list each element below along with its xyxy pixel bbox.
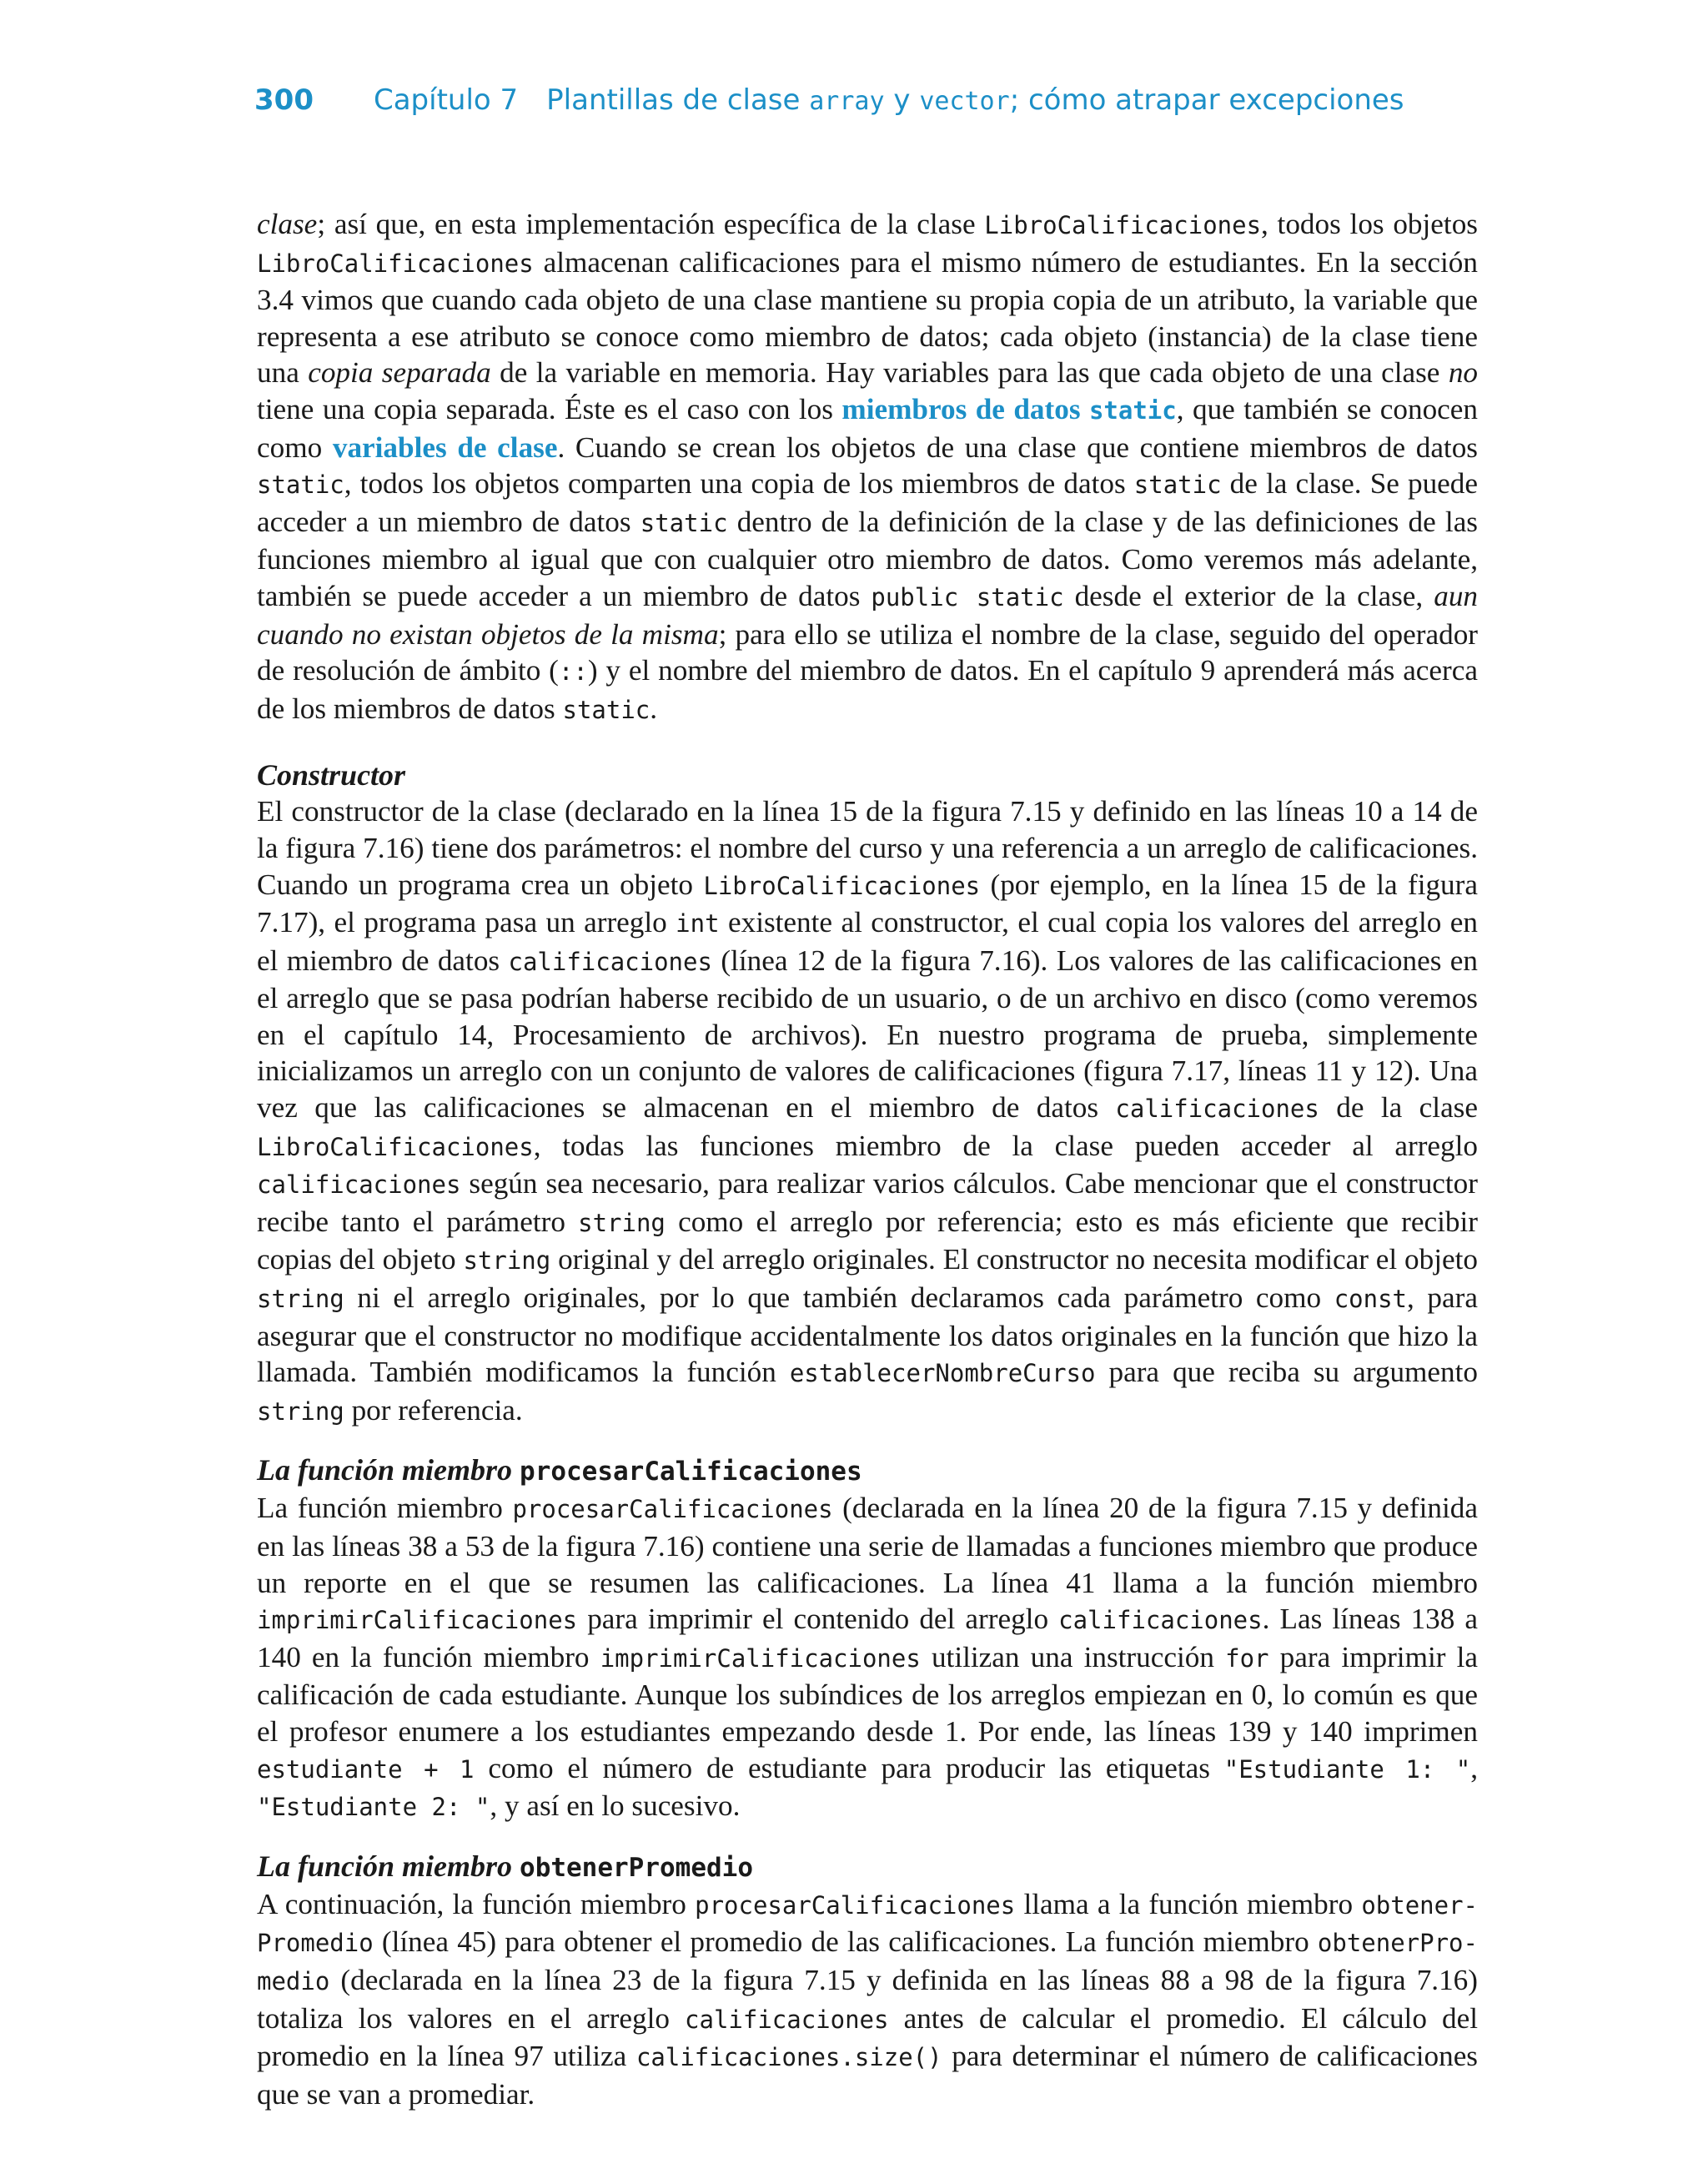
paragraph-obtener-promedio: A continuación, la función miembro procesarCalificaciones llama a la función miembro obtenerPromedio (línea 45) para obtener el promedio de las calificaciones. La función miembro obtenerPromedio (declarada en la línea 23 de la figura 7.15 y definida en las líneas 88 a 98 de la figura 7.16) totaliza los valores en el arreglo calificaciones antes de calcular el promedio. El cálculo del promedio en la línea 97 utiliza calificaciones.size() para determinar el número de calificaciones que se van a promediar.: [257, 1887, 1479, 2111]
chapter-label: Capítulo 7: [373, 83, 519, 117]
paragraph-procesar-calificaciones: La función miembro procesarCalificaciones (declarada en la línea 20 de la figura 7.15 y definida en las líneas 38 a 53 de la figura 7.16) contiene una serie de llamadas a funciones miembro que produce un reporte en el que se resumen las calificaciones. La línea 41 llama a la función miembro imprimirCalificaciones para imprimir el contenido del arreglo calificaciones. Las líneas 138 a 140 en la función miembro imprimirCalificaciones utilizan una instrucción for para imprimir la calificación de cada estudiante. Aunque los subíndices de los arreglos empiezan en 0, lo común es que el profesor enumere a los estudiantes empezando desde 1. Por ende, las líneas 139 y 140 imprimen estudiante + 1 como el número de estudiante para producir las etiquetas "Estudiante 1: ", "Estudiante 2: ", y así en lo sucesivo.: [257, 1492, 1479, 1823]
paragraph-constructor: El constructor de la clase (declarado en la línea 15 de la figura 7.15 y definido en las líneas 10 a 14 de la figura 7.16) tiene dos parámetros: el nombre del curso y una referencia a un arreglo de calificaciones. Cuando un programa crea un objeto LibroCalificaciones (por ejemplo, en la línea 15 de la figura 7.17), el programa pasa un arreglo int existente al constructor, el cual copia los valores del arreglo en el miembro de datos calificaciones (línea 12 de la figura 7.16). Los valores de las calificaciones en el arreglo que se pasa podrían haberse recibido de un usuario, o de un archivo en disco (como veremos en el capítulo 14, Procesamiento de archivos). En nuestro programa de prueba, simplemente inicializamos un arreglo con un conjunto de valores de calificaciones (figura 7.17, líneas 11 y 12). Una vez que las calificaciones se almacenan en el miembro de datos calificaciones de la clase LibroCalificaciones, todas las funciones miembro de la clase pueden acceder al arreglo calificaciones según sea necesario, para realizar varios cálculos. Cabe mencionar que el constructor recibe tanto el parámetro string como el arreglo por referencia; esto es más eficiente que recibir copias del objeto string original y del arreglo originales. El constructor no necesita modificar el objeto string ni el arreglo originales, por lo que también declaramos cada parámetro como const, para asegurar que el constructor no modifique accidentalmente los datos originales en la función que hizo la llamada. También modificamos la función establecerNombreCurso para que reciba su argumento string por referencia.: [257, 795, 1478, 1427]
chapter-title: Plantillas de clase array y vector; cómo atrapar excepciones: [546, 83, 1404, 117]
page-body: [257, 206, 1478, 2112]
section-heading-constructor: Constructor: [257, 758, 406, 793]
section-heading-obtener-promedio: La función miembro obtenerPromedio: [257, 1849, 753, 1883]
page-number: 300: [254, 83, 314, 117]
key-term-static-members: miembros de datos static: [841, 392, 1177, 425]
paragraph-static-members: clase; así que, en esta implementación específica de la clase LibroCalificaciones, todos los objetos LibroCalificaciones almacenan calificaciones para el mismo número de estudiantes. En la sección 3.4 vimos que cuando cada objeto de una clase mantiene su propia copia de un atributo, la variable que representa a ese atributo se conoce como miembro de datos; cada objeto (instancia) de la clase tiene una copia separada de la variable en memoria. Hay variables para las que cada objeto de una clase no tiene una copia separada. Éste es el caso con los miembros de datos static, que también se conocen como variables de clase. Cuando se crean los objetos de una clase que contiene miembros de datos static, todos los objetos comparten una copia de los miembros de datos static de la clase. Se puede acceder a un miembro de datos static dentro de la definición de la clase y de las definiciones de las funciones miembro al igual que con cualquier otro miembro de datos. Como veremos más adelante, también se puede acceder a un miembro de datos public static desde el exterior de la clase, aun cuando no existan objetos de la misma; para ello se utiliza el nombre de la clase, seguido del operador de resolución de ámbito (::) y el nombre del miembro de datos. En el capítulo 9 aprenderá más acerca de los miembros de datos static.: [257, 208, 1479, 725]
section-heading-procesar-calificaciones: La función miembro procesarCalificaciones: [257, 1453, 862, 1487]
key-term-class-variables: variables de clase: [332, 430, 558, 464]
running-header: [254, 80, 1489, 122]
